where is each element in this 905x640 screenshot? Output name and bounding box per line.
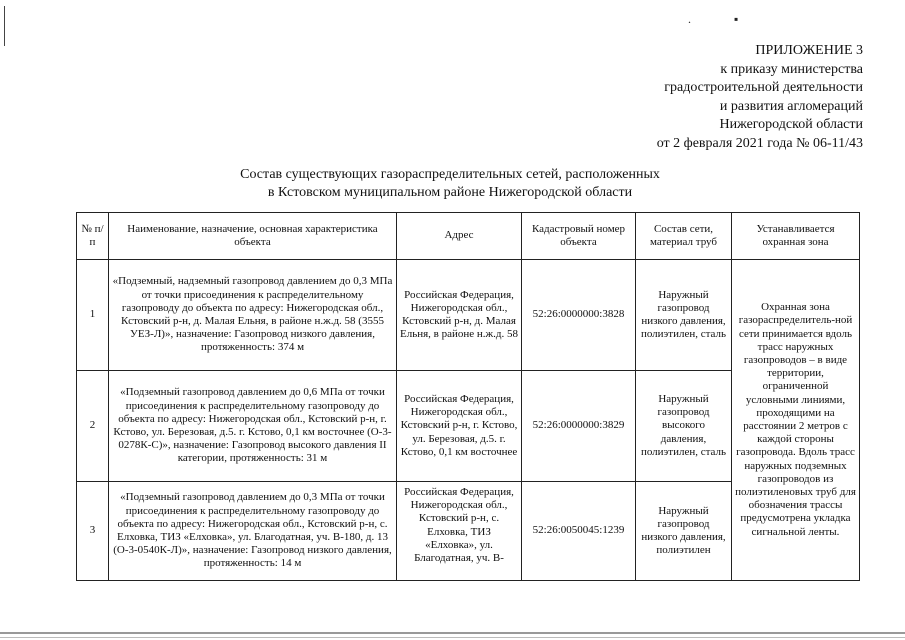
appendix-line: и развития агломераций xyxy=(719,98,863,114)
cell-num: 1 xyxy=(77,260,109,371)
cell-name: «Подземный газопровод давлением до 0,6 МПа от точки присоединения к распределительному газопроводу до объекта по адресу: Нижегородская обл., Кстовский р-н, г. Кстово, ул. Березовая, д.5. г. Кстово, 0,1 км восточнее (О-3-0278К-С)», назначение: Газопровод высокого давления II категории, протяженность: 31 м xyxy=(109,371,397,482)
cell-cadastral: 52:26:0050045:1239 xyxy=(522,482,636,581)
header-zone: Устанавливается охранная зона xyxy=(732,213,860,260)
cell-cadastral: 52:26:0000000:3829 xyxy=(522,371,636,482)
header-address: Адрес xyxy=(397,213,522,260)
cell-num: 2 xyxy=(77,371,109,482)
header-network: Состав сети, материал труб xyxy=(636,213,732,260)
cell-address-text: Российская Федерация, Нижегородская обл., Кстовский р-н, с. Елховка, ТИЗ «Елховка», ул. Благодатная, уч. В- xyxy=(404,486,514,565)
appendix-line: от 2 февраля 2021 года № 06-11/43 xyxy=(656,135,863,151)
appendix-line: градостроительной деятельности xyxy=(664,80,863,96)
cell-network: Наружный газопровод низкого давления, полиэтилен, сталь xyxy=(636,260,732,371)
cell-zone: Охранная зона газораспределитель-ной сети принимается вдоль трасс наружных газопроводов – в виде территории, ограниченной условными линиями, проходящими на расстоянии 2 метров с каждой стороны газопровода. Вдоль трасс наружных подземных газопроводов из полиэтиленовых труб для обозначения трассы предусмотрена укладка сигнальной ленты. xyxy=(732,260,860,581)
appendix-line: к приказу министерства xyxy=(720,61,863,77)
header-name: Наименование, назначение, основная характеристика объекта xyxy=(109,213,397,260)
appendix-line: ПРИЛОЖЕНИЕ 3 xyxy=(755,43,863,58)
scan-artifact-dots: . ▪ xyxy=(688,12,759,26)
header-num: № п/п xyxy=(77,213,109,260)
cell-network: Наружный газопровод высокого давления, полиэтилен, сталь xyxy=(636,371,732,482)
title-line-2: в Кстовском муниципальном районе Нижегородской области xyxy=(267,185,633,200)
scan-artifact-bottom xyxy=(0,632,905,634)
scan-artifact-left xyxy=(4,6,5,46)
gas-network-table xyxy=(76,212,860,581)
table-header-row xyxy=(77,213,860,260)
cell-name: «Подземный, надземный газопровод давлением до 0,3 МПа от точки присоединения к распределительному газопроводу до объекта по адресу: Нижегородская обл., Кстовский р-н, д. Малая Ельня, в районе н.ж.д. 58 (3555 УЕЗ-Л)», назначение: Газопровод низкого давления, протяженность: 374 м xyxy=(109,260,397,371)
appendix-header xyxy=(543,42,863,154)
title-line-1: Состав существующих газораспределительных сетей, расположенных xyxy=(240,167,660,182)
header-cadastral: Кадастровый номер объекта xyxy=(522,213,636,260)
cell-num: 3 xyxy=(77,482,109,581)
appendix-line: Нижегородской области xyxy=(719,117,863,133)
cell-cadastral: 52:26:0000000:3828 xyxy=(522,260,636,371)
scan-artifact-bottom-2 xyxy=(0,637,905,638)
cell-address xyxy=(397,482,522,581)
cell-name: «Подземный газопровод давлением до 0,3 МПа от точки присоединения к распределительному газопроводу до объекта по адресу: Нижегородская обл., Кстовский р-н, с. Елховка, ТИЗ «Елховка», ул. Благодатная, уч. В-180, д. 13 (О-3-0540К-Л)», назначение: Газопровод низкого давления, протяженность: 14 м xyxy=(109,482,397,581)
document-title xyxy=(120,166,780,202)
cell-address: Российская Федерация, Нижегородская обл., Кстовский р-н, г. Кстово, ул. Березовая, д.5. г. Кстово, 0,1 км восточнее xyxy=(397,371,522,482)
cell-address: Российская Федерация, Нижегородская обл., Кстовский р-н, д. Малая Ельня, в районе н.ж.д. 58 xyxy=(397,260,522,371)
cell-network: Наружный газопровод низкого давления, полиэтилен xyxy=(636,482,732,581)
table-row xyxy=(77,260,860,371)
